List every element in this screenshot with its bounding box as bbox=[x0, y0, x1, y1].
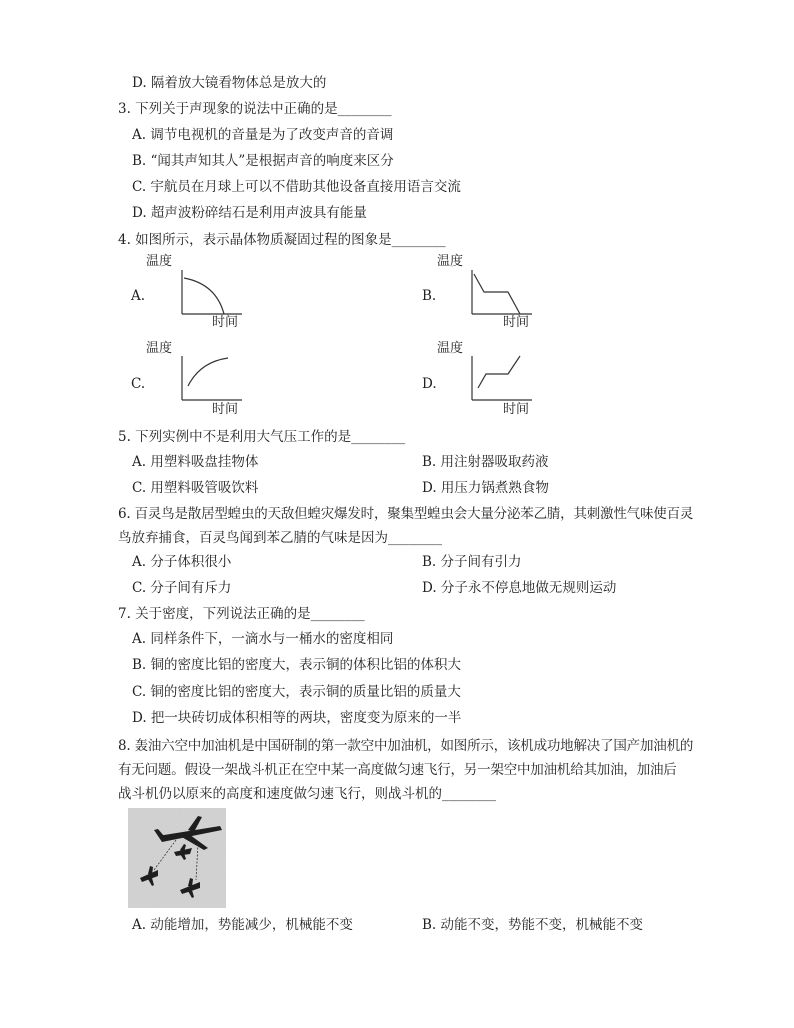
q7-option-b: B. 铜的密度比铝的密度大，表示铜的体积比铝的体积大 bbox=[132, 657, 462, 673]
q4-graph-d-curve bbox=[478, 356, 520, 388]
q6-stem-line2: 鸟放弃捕食，百灵鸟闻到苯乙腈的气味是因为________ bbox=[118, 530, 442, 546]
q7-option-a: A. 同样条件下，一滴水与一桶水的密度相同 bbox=[132, 631, 394, 647]
q4-graph-c-letter: C. bbox=[131, 376, 146, 392]
q3-stem: 3. 下列关于声现象的说法中正确的是________ bbox=[118, 101, 392, 117]
q6-stem-line1: 6. 百灵鸟是散居型蝗虫的天敌但蝗灾爆发时，聚集型蝗虫会大量分泌苯乙腈，其刺激性气味使百灵 bbox=[118, 506, 694, 522]
q6-option-d: D. 分子永不停息地做无规则运动 bbox=[422, 580, 617, 596]
q8-option-a: A. 动能增加，势能减少，机械能不变 bbox=[132, 917, 353, 933]
q4-graph-b-ylabel: 温度 bbox=[437, 254, 464, 269]
q4-graph-d-xlabel: 时间 bbox=[503, 402, 530, 417]
q5-option-d: D. 用压力锅煮熟食物 bbox=[422, 480, 549, 496]
photo-grain bbox=[128, 808, 226, 908]
q3-option-b: B. “闻其声知其人”是根据声音的响度来区分 bbox=[132, 153, 394, 169]
q8-stem-line3: 战斗机仍以原来的高度和速度做匀速飞行，则战斗机的________ bbox=[118, 786, 496, 802]
q8-refueling-photo bbox=[128, 808, 226, 908]
q7-option-d: D. 把一块砖切成体积相等的两块，密度变为原来的一半 bbox=[132, 710, 462, 726]
q4-graph-a-letter: A. bbox=[131, 288, 146, 304]
q4-graph-a-ylabel: 温度 bbox=[146, 254, 173, 269]
q6-option-a: A. 分子体积很小 bbox=[132, 554, 232, 570]
q4-graph-a-curve bbox=[184, 278, 224, 314]
q4-graph-b-xlabel: 时间 bbox=[503, 315, 530, 330]
q4-graph-d-letter: D. bbox=[422, 376, 437, 392]
q4-graph-b-curve bbox=[474, 274, 520, 314]
q4-graph-b-letter: B. bbox=[422, 288, 437, 304]
q8-stem-line2: 有无问题。假设一架战斗机正在空中某一高度做匀速飞行，另一架空中加油机给其加油，加油后 bbox=[118, 762, 677, 778]
q4-graph-a-xlabel: 时间 bbox=[212, 315, 239, 330]
q3-option-a: A. 调节电视机的音量是为了改变声音的音调 bbox=[132, 127, 394, 143]
q4-graph-d-ylabel: 温度 bbox=[437, 341, 464, 356]
q3-option-d: D. 超声波粉碎结石是利用声波具有能量 bbox=[132, 205, 367, 221]
q2-option-d: D. 隔着放大镜看物体总是放大的 bbox=[132, 75, 327, 91]
q7-stem: 7. 关于密度，下列说法正确的是________ bbox=[118, 606, 365, 622]
q6-option-c: C. 分子间有斥力 bbox=[132, 580, 232, 596]
q5-option-c: C. 用塑料吸管吸饮料 bbox=[132, 480, 259, 496]
q4-graph-c-curve bbox=[188, 358, 228, 386]
q6-option-b: B. 分子间有引力 bbox=[422, 554, 522, 570]
q3-option-c: C. 宇航员在月球上可以不借助其他设备直接用语言交流 bbox=[132, 179, 461, 195]
q4-graph-c-xlabel: 时间 bbox=[212, 402, 239, 417]
q5-stem: 5. 下列实例中不是利用大气压工作的是________ bbox=[118, 429, 406, 445]
q4-graph-d-plot bbox=[466, 354, 536, 404]
q8-option-b: B. 动能不变，势能不变，机械能不变 bbox=[422, 917, 644, 933]
q5-option-a: A. 用塑料吸盘挂物体 bbox=[132, 454, 259, 470]
q4-stem: 4. 如图所示，表示晶体物质凝固过程的图象是________ bbox=[118, 232, 446, 248]
q4-graph-a-plot bbox=[176, 268, 246, 318]
q7-option-c: C. 铜的密度比铝的密度大，表示铜的质量比铝的质量大 bbox=[132, 684, 461, 700]
q4-graph-c-ylabel: 温度 bbox=[146, 341, 173, 356]
q4-graph-b-plot bbox=[466, 268, 536, 318]
q5-option-b: B. 用注射器吸取药液 bbox=[422, 454, 549, 470]
q8-stem-line1: 8. 轰油六空中加油机是中国研制的第一款空中加油机，如图所示，该机成功地解决了国产加油机的 bbox=[118, 738, 694, 754]
q4-graph-c-plot bbox=[176, 354, 246, 404]
